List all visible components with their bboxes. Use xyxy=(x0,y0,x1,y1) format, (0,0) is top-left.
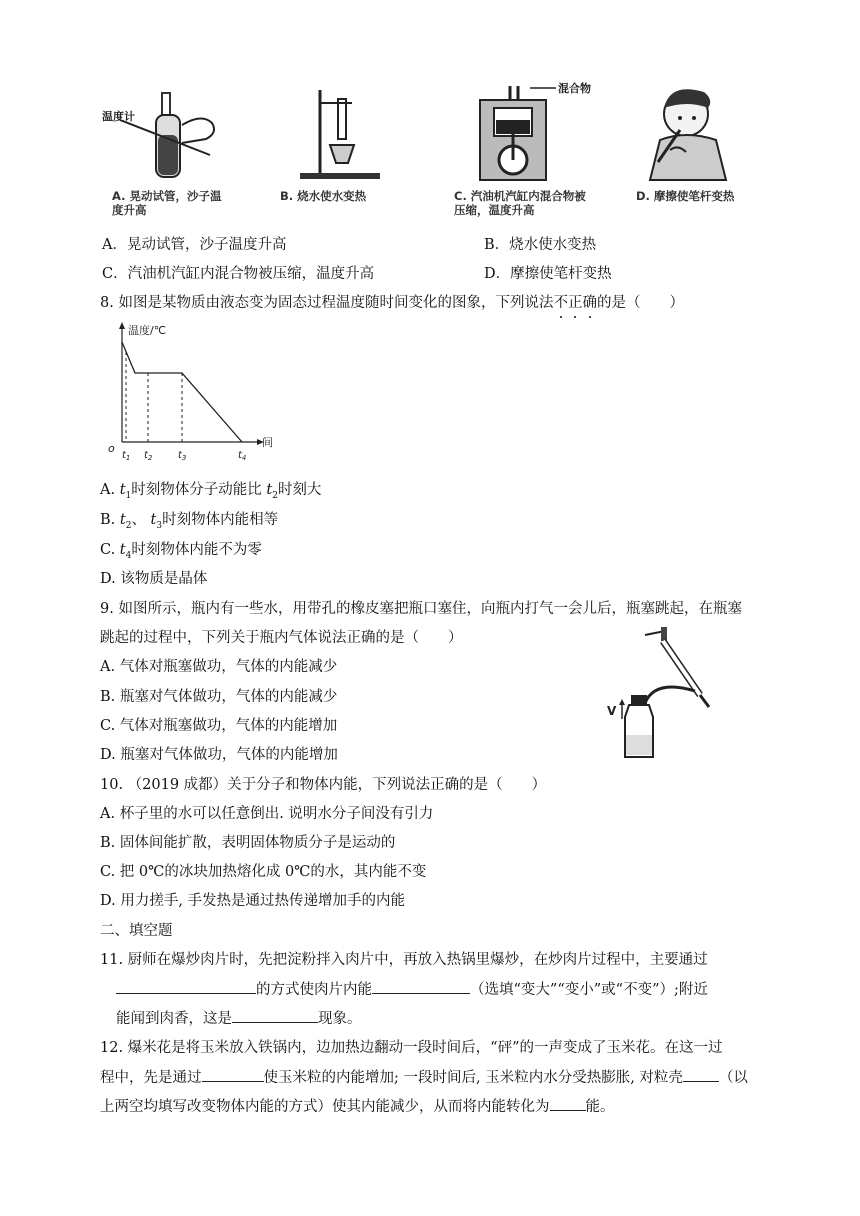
q11-blank-1[interactable] xyxy=(116,979,256,994)
x-axis-label: 间 xyxy=(262,436,273,449)
figure-d-caption: D. 摩擦使笔杆变热 xyxy=(636,189,735,203)
boy-rubbing-pen-drawing xyxy=(640,80,740,190)
figure-b-boiling-water xyxy=(290,85,390,185)
q7-option-c: C．汽油机汽缸内混合物被压缩，温度升高 xyxy=(102,266,375,282)
q12-line1: 12. 爆米花是将玉米放入铁锅内，边加热边翻动一段时间后，“砰”的一声变成了玉米花。在这一过 xyxy=(100,1040,723,1056)
q10-option-a: A. 杯子里的水可以任意倒出. 说明水分子间没有引力 xyxy=(100,806,434,822)
q9-option-d: D. 瓶塞对气体做功，气体的内能增加 xyxy=(100,747,338,763)
tick-t4: $t_4$ xyxy=(238,450,247,462)
q10-option-b: B. 固体间能扩散，表明固体物质分子是运动的 xyxy=(100,835,396,851)
q12-blank-1[interactable] xyxy=(202,1067,264,1082)
mixture-tag: 混合物 xyxy=(558,82,591,95)
tube-shaking-drawing xyxy=(100,85,230,185)
q7-option-b: B．烧水使水变热 xyxy=(484,237,597,253)
q12-blank-2[interactable] xyxy=(683,1067,719,1082)
q10-stem: 10. （2019 成都）关于分子和物体内能，下列说法正确的是（ ） xyxy=(100,777,547,793)
q7-option-a: A．晃动试管，沙子温度升高 xyxy=(102,237,287,253)
bottle-pump-svg xyxy=(605,625,725,760)
q9-option-c: C. 气体对瓶塞做功，气体的内能增加 xyxy=(100,718,338,734)
q11-blank-2[interactable] xyxy=(372,979,470,994)
tick-t1: $t_1$ xyxy=(122,450,131,462)
q12-line2: 程中，先是通过 使玉米粒的内能增加; 一段时间后, 玉米粒内水分受热膨胀, 对粒壳 （以 xyxy=(100,1066,748,1087)
thermometer-tag: 温度计 xyxy=(102,110,135,123)
q10-option-d: D. 用力搓手, 手发热是通过热传递增加手的内能 xyxy=(100,893,406,909)
q8-temperature-chart xyxy=(100,318,290,468)
q9-stem-line2: 跳起的过程中，下列关于瓶内气体说法正确的是（ ） xyxy=(100,630,463,646)
figure-a-caption: A. 晃动试管，沙子温度升高 xyxy=(112,189,222,217)
tick-t2: $t_2$ xyxy=(144,450,153,462)
q8-option-c: C. $t_4$时刻物体内能不为零 xyxy=(100,542,262,561)
emphasized-char: 不 xyxy=(553,291,568,312)
q10-option-c: C. 把 0℃的冰块加热熔化成 0℃的水，其内能不变 xyxy=(100,864,427,880)
q11-line1: 11. 厨师在爆炒肉片时，先把淀粉拌入肉片中，再放入热锅里爆炒，在炒肉片过程中，主要通过 xyxy=(100,952,708,968)
q9-stem-line1: 9. 如图所示，瓶内有一些水，用带孔的橡皮塞把瓶口塞住，向瓶内打气一会儿后，瓶塞跳起，在瓶塞 xyxy=(100,601,742,617)
q7-option-d: D．摩擦使笔杆变热 xyxy=(484,266,612,282)
q8-option-b: B. $t_2$、 $t_3$时刻物体内能相等 xyxy=(100,512,279,531)
q8-stem: 8. 如图是某物质由液态变为固态过程温度随时间变化的图象，下列说法不正确的是（ ） xyxy=(100,291,684,312)
emphasized-char: 确 xyxy=(582,291,597,312)
velocity-label: V xyxy=(607,704,617,718)
origin-label: o xyxy=(108,442,115,455)
q8-emphasis xyxy=(553,295,597,311)
emphasized-char: 正 xyxy=(568,291,583,312)
q12-blank-3[interactable] xyxy=(550,1096,586,1111)
q9-option-b: B. 瓶塞对气体做功，气体的内能减少 xyxy=(100,689,338,705)
q8-option-a: A. $t_1$时刻物体分子动能比 $t_2$时刻大 xyxy=(100,482,322,501)
q12-line3: 上两空均填写改变物体内能的方式）使其内能减少，从而将内能转化为 能。 xyxy=(100,1095,615,1116)
q11-line3: 能闻到肉香，这是 现象。 xyxy=(116,1007,362,1028)
y-axis-arrow xyxy=(119,322,125,329)
q11-line2: 的方式使肉片内能 （选填“变大”“变小”或“不变”）;附近 xyxy=(116,978,708,999)
y-axis-label: 温度/℃ xyxy=(128,324,167,337)
q8-option-d: D. 该物质是晶体 xyxy=(100,571,208,587)
engine-drawing xyxy=(470,78,600,188)
q11-blank-3[interactable] xyxy=(232,1008,318,1023)
q9-option-a: A. 气体对瓶塞做功，气体的内能减少 xyxy=(100,659,338,675)
figure-c-caption: C. 汽油机汽缸内混合物被压缩，温度升高 xyxy=(454,189,586,217)
section-fill-in-title: 二、填空题 xyxy=(100,923,173,939)
boiling-apparatus-drawing xyxy=(290,85,390,185)
tick-t3: $t_3$ xyxy=(178,450,187,462)
figure-b-caption: B. 烧水使水变热 xyxy=(280,189,367,203)
cooling-curve-svg xyxy=(100,318,290,468)
figure-c-engine-cylinder xyxy=(470,78,600,188)
figure-d-rubbing-pen xyxy=(640,80,740,190)
q9-bottle-pump-figure xyxy=(605,625,725,760)
